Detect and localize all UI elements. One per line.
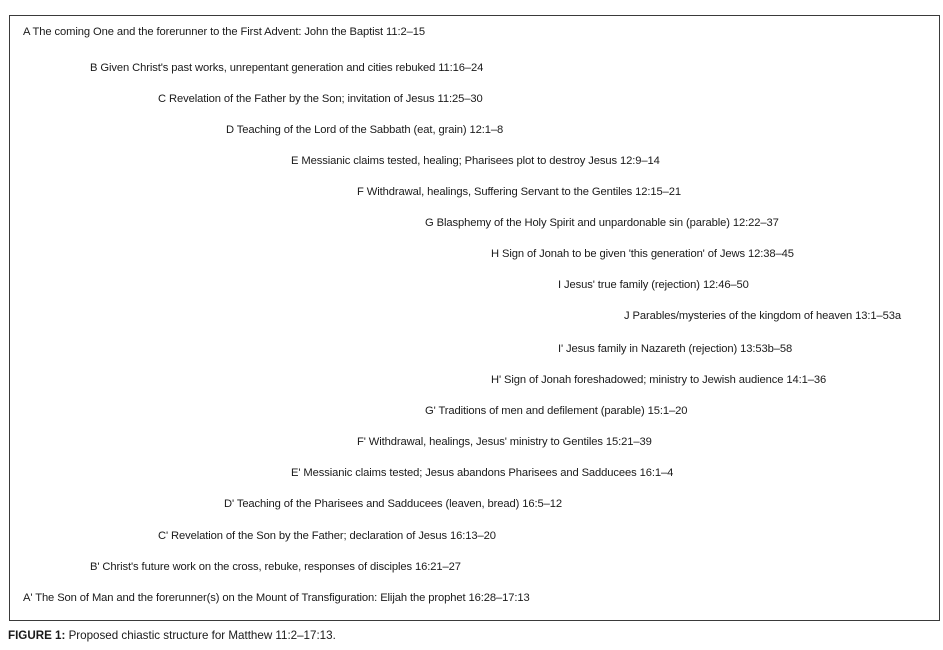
chiasm-line-b: B Given Christ's past works, unrepentant generation and cities rebuked 11:16–24 — [90, 62, 484, 74]
chiasm-line-c: C Revelation of the Father by the Son; invitation of Jesus 11:25–30 — [158, 93, 483, 105]
figure-caption-text: Proposed chiastic structure for Matthew 11:2–17:13. — [65, 629, 336, 642]
chiasm-line-f: F Withdrawal, healings, Suffering Servant to the Gentiles 12:15–21 — [357, 186, 682, 198]
figure-caption — [8, 629, 336, 643]
chiasm-line-h-prime: H' Sign of Jonah foreshadowed; ministry to Jewish audience 14:1–36 — [491, 374, 827, 386]
chiasm-line-d: D Teaching of the Lord of the Sabbath (eat, grain) 12:1–8 — [226, 124, 504, 136]
figure-caption-label: FIGURE 1: — [8, 629, 66, 642]
chiasm-line-i-prime: I' Jesus family in Nazareth (rejection) 13:53b–58 — [558, 343, 793, 355]
chiasm-line-c-prime: C' Revelation of the Son by the Father; declaration of Jesus 16:13–20 — [158, 530, 496, 542]
chiasm-line-a-prime: A' The Son of Man and the forerunner(s) on the Mount of Transfiguration: Elijah the prophet 16:28–17:13 — [23, 592, 530, 604]
chiasm-line-a: A The coming One and the forerunner to the First Advent: John the Baptist 11:2–15 — [23, 26, 425, 38]
chiasm-line-e-prime: E' Messianic claims tested; Jesus abandons Pharisees and Sadducees 16:1–4 — [291, 467, 674, 479]
chiasm-line-f-prime: F' Withdrawal, healings, Jesus' ministry to Gentiles 15:21–39 — [357, 436, 652, 448]
chiasm-line-i: I Jesus' true family (rejection) 12:46–50 — [558, 279, 749, 291]
chiasm-line-d-prime: D' Teaching of the Pharisees and Sadducees (leaven, bread) 16:5–12 — [224, 498, 563, 510]
chiasm-line-j-center: J Parables/mysteries of the kingdom of heaven 13:1–53a — [624, 310, 901, 322]
chiasm-line-g-prime: G' Traditions of men and defilement (parable) 15:1–20 — [425, 405, 688, 417]
chiasm-line-h: H Sign of Jonah to be given 'this generation' of Jews 12:38–45 — [491, 248, 794, 260]
chiasm-line-g: G Blasphemy of the Holy Spirit and unpardonable sin (parable) 12:22–37 — [425, 217, 779, 229]
chiasm-line-b-prime: B' Christ's future work on the cross, rebuke, responses of disciples 16:21–27 — [90, 561, 461, 573]
chiasm-line-e: E Messianic claims tested, healing; Pharisees plot to destroy Jesus 12:9–14 — [291, 155, 660, 167]
